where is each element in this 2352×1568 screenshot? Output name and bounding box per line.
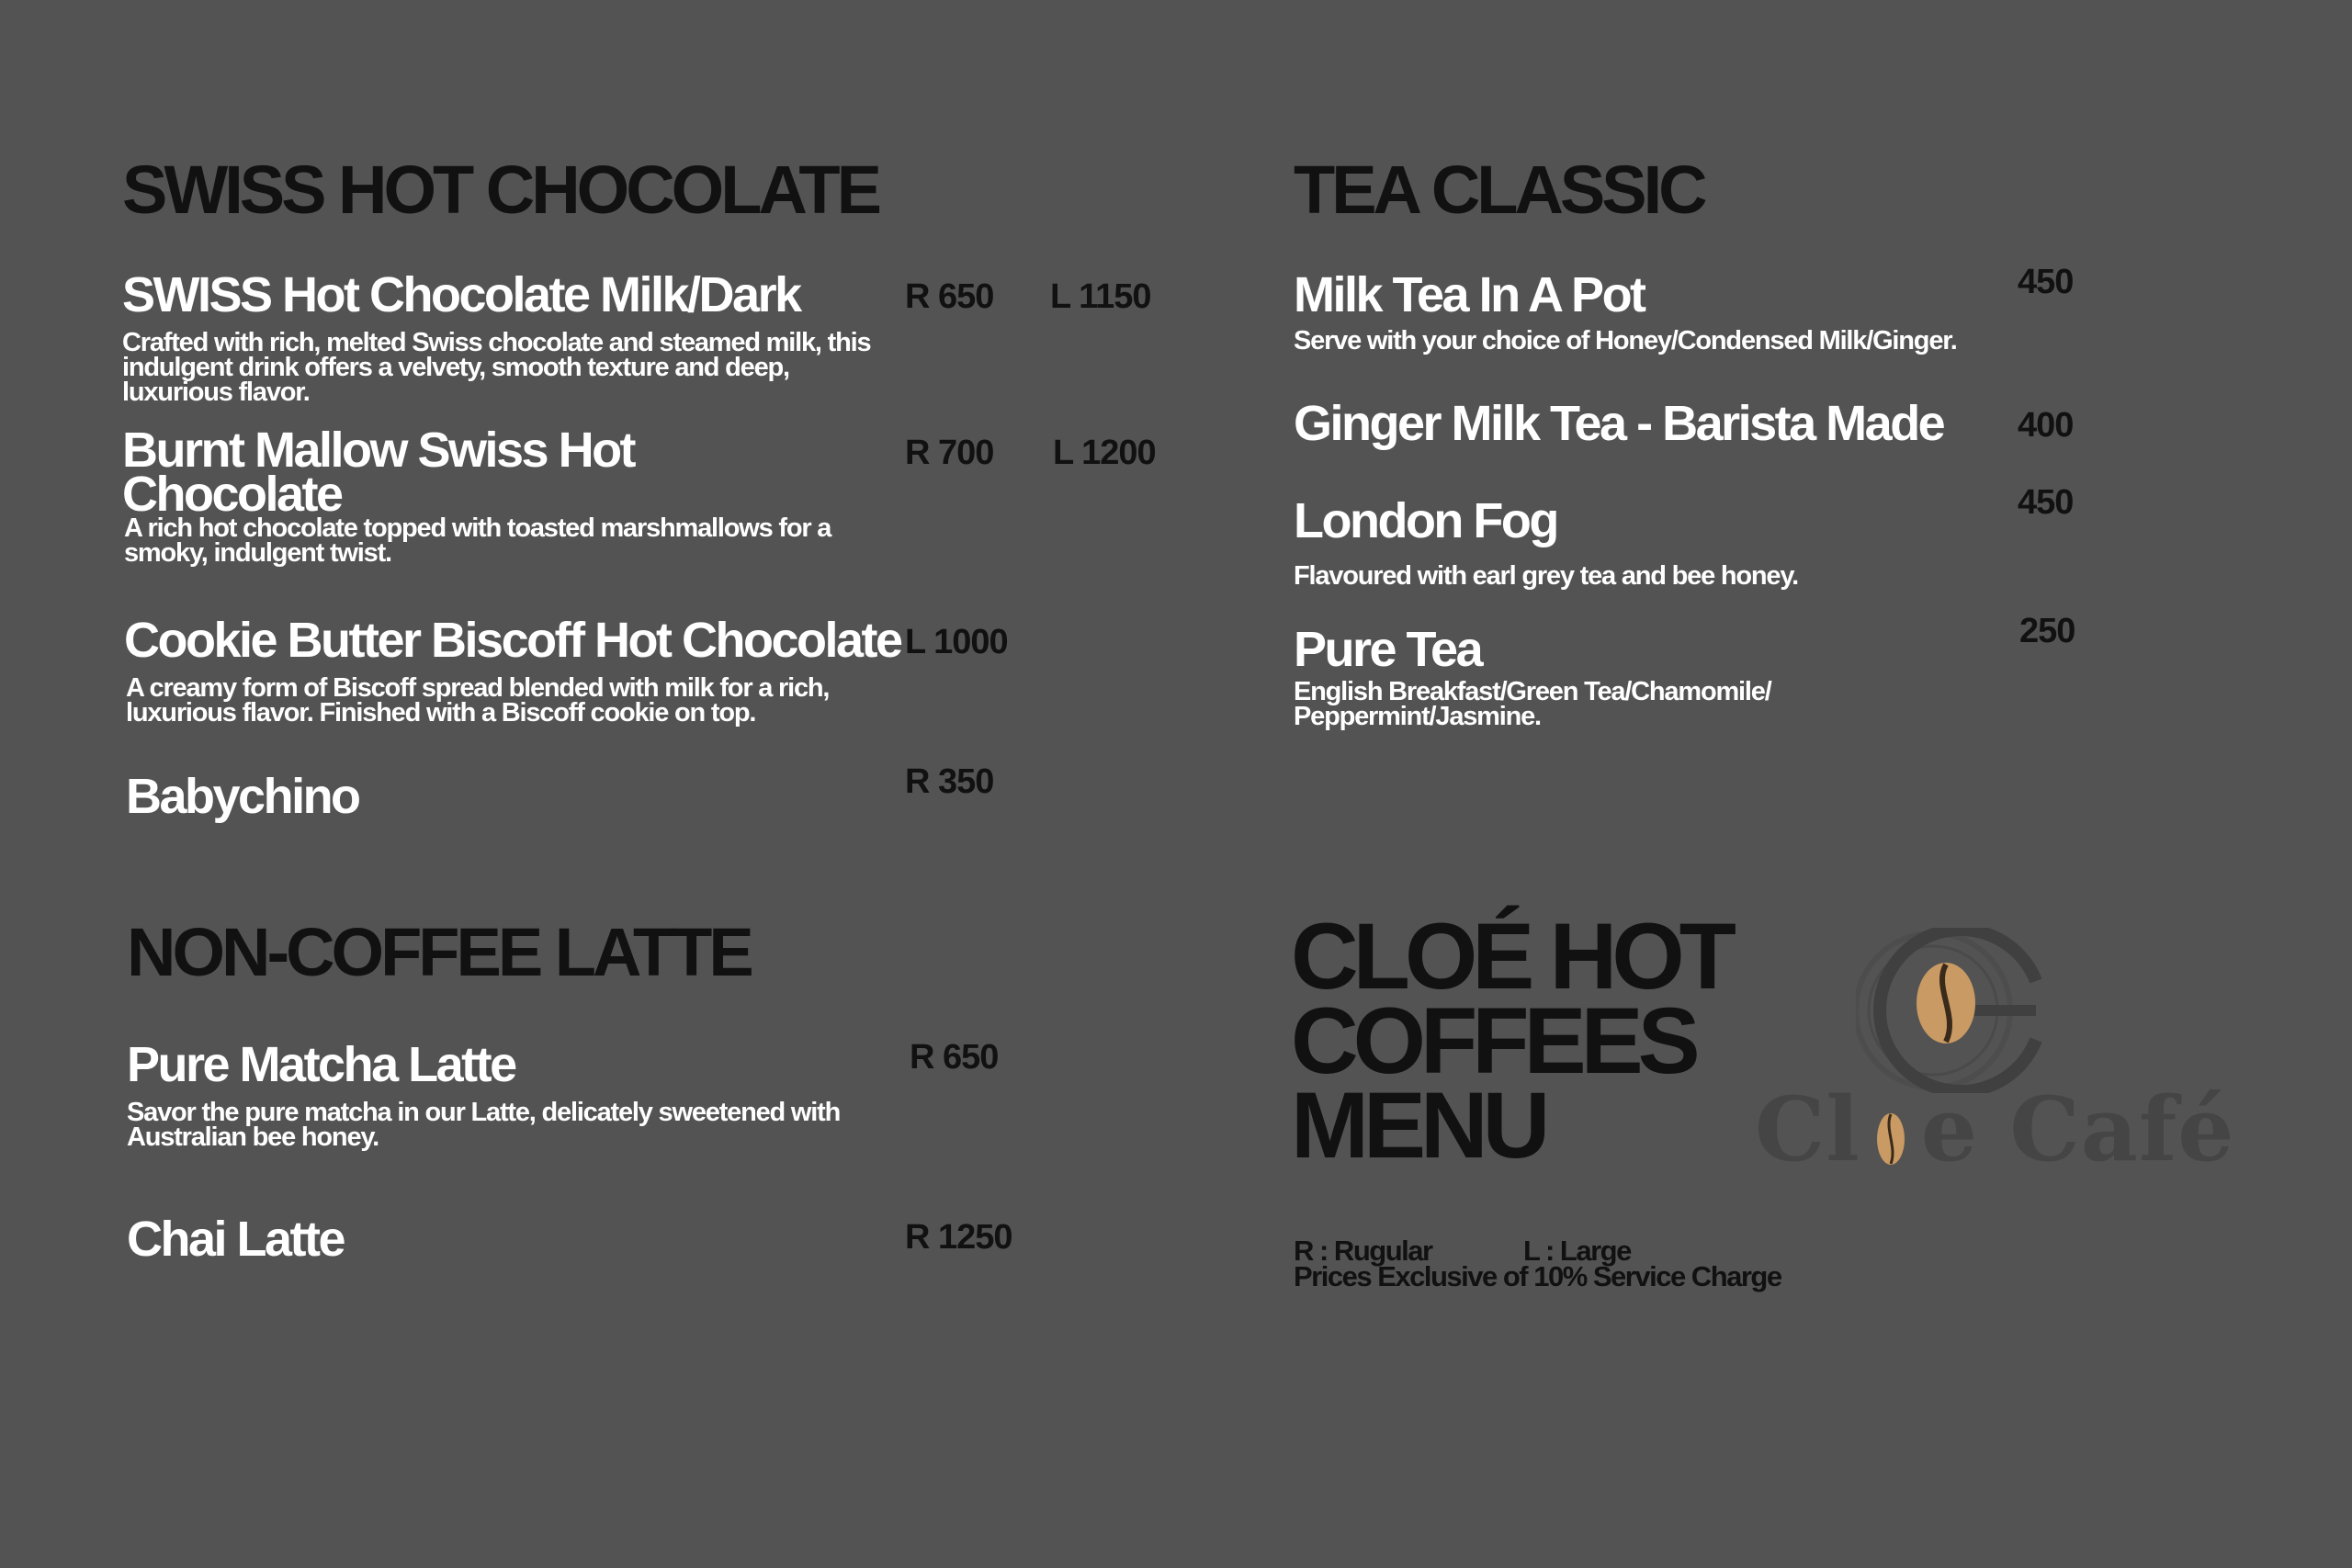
milk-tea-item-description: Serve with your choice of Honey/Condensed Milk/Ginger. <box>1294 326 1957 355</box>
logo-wordmark-left: Cl <box>1755 1077 1860 1181</box>
legend-regular: R : Rugular <box>1294 1235 1432 1267</box>
cafe-logo <box>1746 928 2235 1181</box>
coffee-bean-icon <box>1917 963 1975 1043</box>
chai-price-regular: R 1250 <box>905 1218 1012 1257</box>
biscoff-item-description: A creamy form of Biscoff spread blended with milk for a rich, luxurious flavor. Finished with a Biscoff cookie on top. <box>126 673 830 728</box>
logo-bean-letter <box>1860 1086 1921 1174</box>
pure-tea-price: 250 <box>2019 612 2075 650</box>
london-fog-item-description: Flavoured with earl grey tea and bee honey. <box>1294 561 1798 591</box>
logo-emblem-icon <box>1856 928 2058 1093</box>
menu-title-line-2: COFFEES <box>1291 988 1695 1093</box>
babychino-item-name: Babychino <box>126 769 359 824</box>
burnt-mallow-item-name: Burnt Mallow Swiss Hot Chocolate <box>122 423 635 522</box>
menu-title-line-1: CLOÉ HOT <box>1291 904 1731 1009</box>
london-fog-item-name: London Fog <box>1294 493 1557 548</box>
babychino-price-regular: R 350 <box>905 762 994 801</box>
legend-service-charge: Prices Exclusive of 10% Service Charge <box>1294 1260 1781 1292</box>
london-fog-price: 450 <box>2018 483 2074 522</box>
legend-large: L : Large <box>1523 1235 1631 1267</box>
tea-section-title: TEA CLASSIC <box>1294 152 1704 228</box>
biscoff-price-large: L 1000 <box>905 623 1008 661</box>
pure-tea-item-description: English Breakfast/Green Tea/Chamomile/ Peppermint/Jasmine. <box>1294 677 1771 731</box>
swiss-section-title: SWISS HOT CHOCOLATE <box>122 152 878 228</box>
logo-wordmark-right: e Café <box>1920 1077 2235 1181</box>
matcha-item-description: Savor the pure matcha in our Latte, delicately sweetened with Australian bee honey. <box>127 1098 841 1152</box>
swiss-item-price-regular: R 650 <box>905 277 994 316</box>
biscoff-item-name: Cookie Butter Biscoff Hot Chocolate <box>124 613 901 668</box>
menu-title-line-3: MENU <box>1291 1073 1545 1178</box>
chai-item-name: Chai Latte <box>127 1212 345 1267</box>
swiss-item-price-large: L 1150 <box>1050 277 1151 316</box>
burnt-mallow-price-large: L 1200 <box>1053 434 1156 472</box>
menu-title <box>1291 904 1731 1178</box>
matcha-price-regular: R 650 <box>910 1038 999 1077</box>
swiss-item-name: SWISS Hot Chocolate Milk/Dark <box>122 267 800 322</box>
burnt-mallow-item-description: A rich hot chocolate topped with toasted marshmallows for a smoky, indulgent twist. <box>124 513 831 568</box>
burnt-mallow-price-regular: R 700 <box>905 434 994 472</box>
milk-tea-item-name: Milk Tea In A Pot <box>1294 267 1645 322</box>
logo-small-bean-icon <box>1875 1111 1906 1168</box>
pure-tea-item-name: Pure Tea <box>1294 622 1482 677</box>
ginger-milk-tea-price: 400 <box>2018 406 2074 445</box>
ginger-milk-tea-item-name: Ginger Milk Tea - Barista Made <box>1294 396 1944 451</box>
noncoffee-section-title: NON-COFFEE LATTE <box>127 914 751 990</box>
swiss-item-description: Crafted with rich, melted Swiss chocolate and steamed milk, this indulgent drink offers a velvety, smooth texture and deep, luxurious flavor. <box>122 328 871 407</box>
matcha-item-name: Pure Matcha Latte <box>127 1037 515 1092</box>
milk-tea-price: 450 <box>2018 263 2074 301</box>
logo-wordmark <box>1755 1077 2235 1181</box>
